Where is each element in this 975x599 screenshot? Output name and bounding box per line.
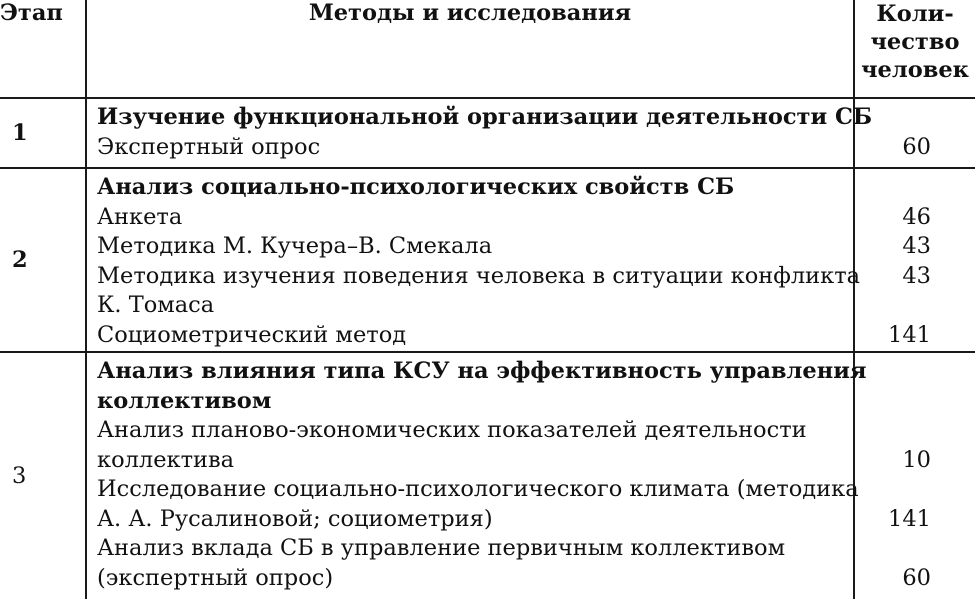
count-value: 60 xyxy=(902,133,931,160)
table-row xyxy=(0,98,975,168)
method-heading: Изучение функциональной организации деятельности СБ xyxy=(97,104,873,130)
methods-cell xyxy=(86,352,867,599)
stage-number: 2 xyxy=(0,168,86,352)
count-cell xyxy=(854,98,975,168)
count-value: 46 xyxy=(902,203,931,230)
count-value: 141 xyxy=(888,505,931,532)
header-stage: Этап xyxy=(0,0,86,98)
method-line: (экспертный опрос) xyxy=(97,564,334,591)
method-line: Экспертный опрос xyxy=(97,133,321,160)
method-line: Анализ планово-экономических показателей деятельности xyxy=(97,417,807,443)
header-row xyxy=(0,0,975,98)
header-methods: Методы и исследования xyxy=(86,0,854,98)
header-count-line: чество xyxy=(870,29,960,55)
method-line: Анализ вклада СБ в управление первичным коллективом xyxy=(97,535,786,561)
header-count xyxy=(854,0,975,98)
method-heading: Анализ влияния типа КСУ на эффективность управления xyxy=(97,358,867,384)
method-line: Методика М. Кучера–В. Смекала xyxy=(97,233,493,259)
count-value xyxy=(855,416,931,446)
table-row xyxy=(0,352,975,599)
stage-number: 1 xyxy=(0,98,86,168)
count-value: 43 xyxy=(902,262,931,289)
method-line: Анкета xyxy=(97,203,183,230)
methods-cell xyxy=(86,168,861,352)
header-count-line: человек xyxy=(861,57,969,83)
method-heading: коллективом xyxy=(97,387,272,414)
count-value xyxy=(855,291,931,321)
count-value: 60 xyxy=(902,564,931,591)
count-value: 43 xyxy=(902,233,931,259)
method-line: А. А. Русалиновой; социометрия) xyxy=(97,505,493,532)
count-value xyxy=(855,475,931,505)
table-row xyxy=(0,168,975,352)
count-value: 141 xyxy=(888,321,931,348)
count-cell xyxy=(854,168,975,352)
method-heading: Анализ социально-психологических свойств СБ xyxy=(97,174,735,200)
stage-number: 3 xyxy=(0,352,86,599)
count-value: 10 xyxy=(902,446,931,473)
method-line: Социометрический метод xyxy=(97,321,407,348)
count-value xyxy=(855,387,931,417)
count-value xyxy=(855,173,931,203)
count-value xyxy=(855,534,931,564)
header-count-line: Коли- xyxy=(876,1,954,27)
method-line: коллектива xyxy=(97,446,235,473)
methods-cell xyxy=(86,98,873,168)
method-line: Исследование социально-психологического климата (методика xyxy=(97,476,859,502)
count-cell xyxy=(854,352,975,599)
method-line: К. Томаса xyxy=(97,292,215,318)
method-line: Методика изучения поведения человека в ситуации конфликта xyxy=(97,262,861,289)
